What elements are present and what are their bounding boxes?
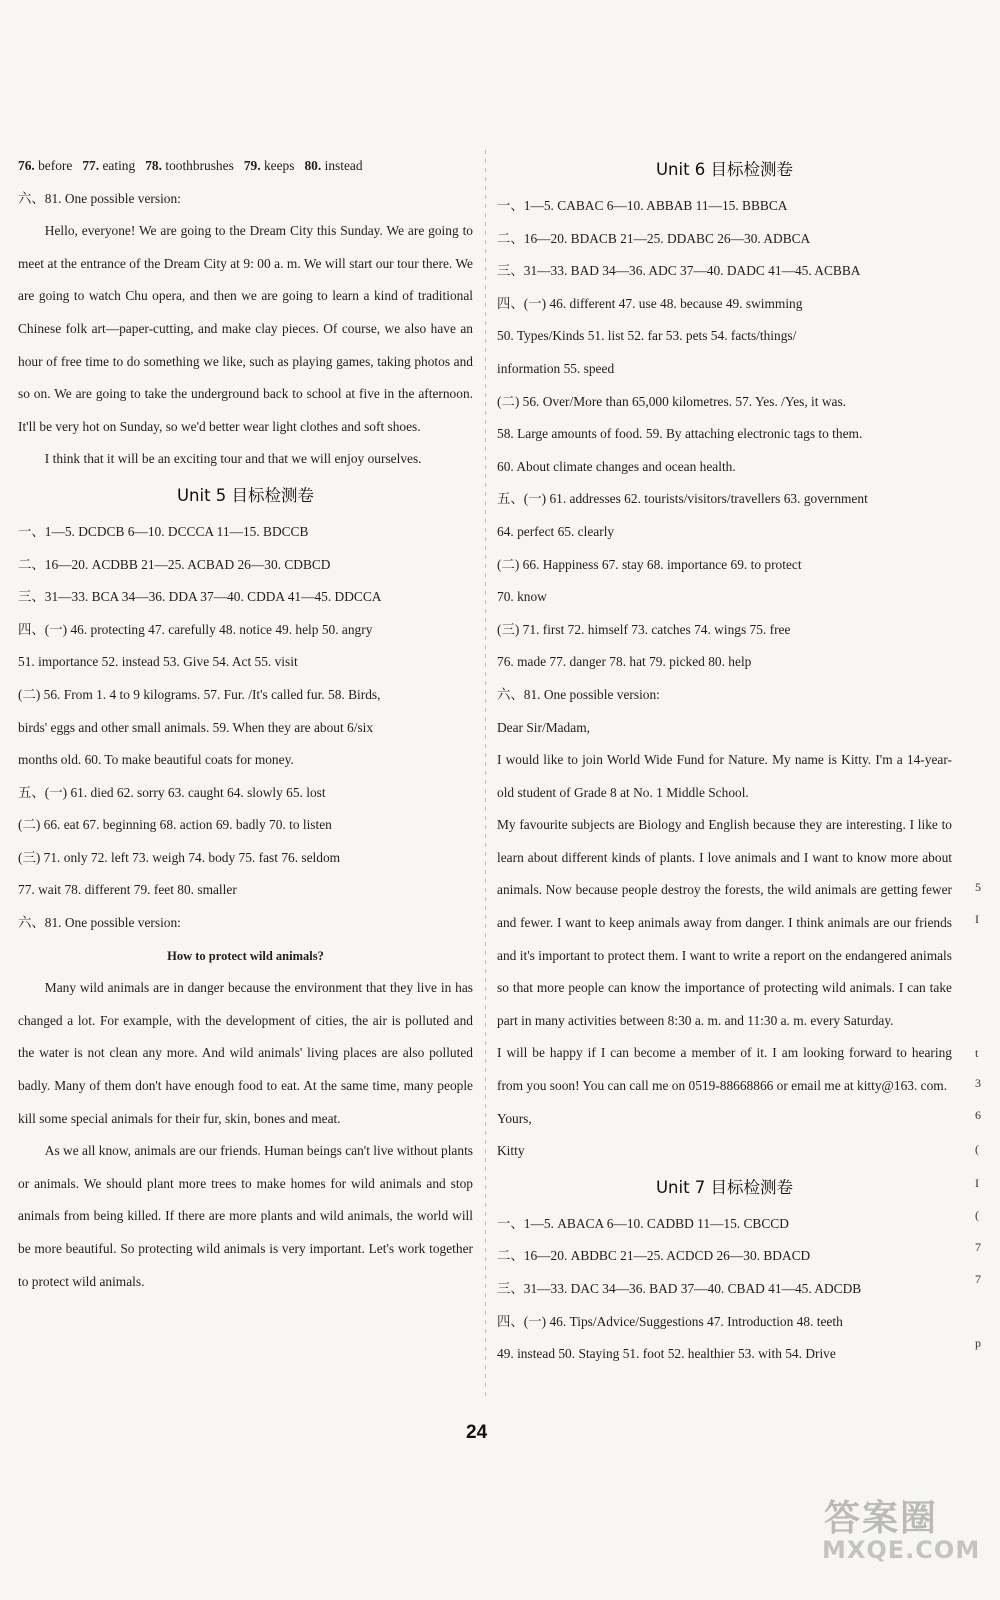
edge-char: t bbox=[975, 1046, 979, 1060]
page-number: 24 bbox=[466, 1422, 488, 1443]
answer-line: 四、(一) 46. protecting 47. carefully 48. notice 49. help 50. angry bbox=[18, 621, 373, 637]
answer-line: 76. made 77. danger 78. hat 79. picked 80. help bbox=[497, 654, 752, 670]
answer-line: 四、(一) 46. different 47. use 48. because 49. swimming bbox=[497, 295, 803, 311]
answer-line: 77. wait 78. different 79. feet 80. smaller bbox=[18, 882, 237, 898]
edge-char: 5 bbox=[975, 880, 981, 894]
answer-line: 58. Large amounts of food. 59. By attaching electronic tags to them. bbox=[497, 426, 863, 442]
answer-line: 二、16—20. ABDBC 21—25. ACDCD 26—30. BDACD bbox=[497, 1248, 811, 1264]
watermark-logo-text: 答案圈 bbox=[824, 1498, 939, 1539]
answer-line: birds' eggs and other small animals. 59. When they are about 6/six bbox=[18, 719, 374, 735]
answer-line: 三、31—33. BCA 34—36. DDA 37—40. CDDA 41—45. DDCCA bbox=[18, 589, 382, 605]
edge-char: I bbox=[975, 1176, 979, 1190]
edge-char: ( bbox=[975, 1208, 979, 1222]
answer-line: 50. Types/Kinds 51. list 52. far 53. pets 54. facts/things/ bbox=[497, 328, 797, 344]
answer-line: 60. About climate changes and ocean health. bbox=[497, 458, 736, 474]
edge-char: 6 bbox=[975, 1108, 981, 1122]
essay-paragraph: Hello, everyone! We are going to the Dream City this Sunday. We are going to meet at the entrance of the Dream City at 9: 00 a. m. We will start our tour there. We are going to watch Chu opera, and then we are going to learn a kind of traditional Chinese folk art—paper-cutting, and make clay pieces. Of course, we also have an hour of free time to do something we like, such as playing games, taking photos and so on. We are going to take the underground back to school at five in the afternoon. It'll be very hot on Sunday, so we'd better wear light clothes and soft shoes. bbox=[18, 223, 473, 434]
column-divider bbox=[485, 150, 486, 1400]
edge-char: 7 bbox=[975, 1240, 981, 1254]
watermark-site-text: MXQE.COM bbox=[822, 1536, 981, 1564]
letter-closing: Yours, bbox=[497, 1110, 532, 1126]
unit5-heading: Unit 5 目标检测卷 bbox=[176, 485, 315, 505]
answer-line: 76. before 77. eating 78. toothbrushes 79. keeps 80. instead bbox=[18, 158, 363, 173]
answer-line: 五、(一) 61. addresses 62. tourists/visitors/travellers 63. government bbox=[497, 491, 868, 507]
answer-line: 五、(一) 61. died 62. sorry 63. caught 64. slowly 65. lost bbox=[18, 784, 326, 800]
answer-line: 64. perfect 65. clearly bbox=[497, 523, 615, 539]
answer-line: (二) 56. Over/More than 65,000 kilometres. 57. Yes. /Yes, it was. bbox=[497, 393, 847, 409]
site-watermark bbox=[812, 1488, 981, 1588]
answer-line: 三、31—33. DAC 34—36. BAD 37—40. CBAD 41—45. ADCDB bbox=[497, 1281, 862, 1296]
answer-line: 一、1—5. DCDCB 6—10. DCCCA 11—15. BDCCB bbox=[18, 523, 309, 539]
edge-char: 3 bbox=[975, 1076, 981, 1090]
edge-char: p bbox=[975, 1336, 981, 1350]
answer-line: 51. importance 52. instead 53. Give 54. Act 55. visit bbox=[18, 654, 298, 670]
letter-signature: Kitty bbox=[497, 1143, 525, 1159]
left-column bbox=[18, 150, 473, 1298]
letter-paragraph: I will be happy if I can become a member of it. I am looking forward to hearing from you soon! You can call me on 0519-88668866 or email me at kitty@163. com. bbox=[497, 1045, 952, 1094]
letter-paragraph: My favourite subjects are Biology and English because they are interesting. I like to learn about different kinds of plants. I love animals and I want to know more about animals. Now because people destroy the forests, the wild animals are getting fewer and fewer. I want to keep animals away from danger. I think animals are our friends and it's important to protect them. I want to write a report on the endangered animals so that more people can know the importance of protecting wild animals. I can take part in many activities between 8:30 a. m. and 11:30 a. m. every Saturday. bbox=[497, 817, 952, 1028]
answer-line: 一、1—5. ABACA 6—10. CADBD 11—15. CBCCD bbox=[497, 1215, 789, 1231]
answer-line: 70. know bbox=[497, 589, 547, 605]
essay-head: 六、81. One possible version: bbox=[18, 190, 181, 206]
letter-greeting: Dear Sir/Madam, bbox=[497, 719, 590, 735]
letter-paragraph: I would like to join World Wide Fund for Nature. My name is Kitty. I'm a 14-year-old student of Grade 8 at No. 1 Middle School. bbox=[497, 752, 952, 800]
answer-line: 三、31—33. BAD 34—36. ADC 37—40. DADC 41—45. ACBBA bbox=[497, 263, 861, 279]
edge-char: 7 bbox=[975, 1272, 981, 1286]
essay-paragraph: Many wild animals are in danger because the environment that they live in has changed a lot. For example, with the development of cities, the air is polluted and the water is not clean any more. And wild animals' living places are also polluted badly. Many of them don't have enough food to eat. At the same time, many people kill some special animals for their fur, skin, bones and meat. bbox=[18, 980, 473, 1126]
edge-char: ( bbox=[975, 1142, 979, 1156]
answer-line: (二) 66. eat 67. beginning 68. action 69. badly 70. to listen bbox=[18, 817, 332, 833]
right-column bbox=[497, 150, 952, 1371]
answer-line: 六、81. One possible version: bbox=[497, 686, 660, 702]
essay-paragraph: As we all know, animals are our friends. Human beings can't live without plants or animals. We should plant more trees to make homes for wild animals and stop animals from being killed. If there are more plants and wild animals, the world will be more beautiful. So protecting wild animals is very important. Let's work together to protect wild animals. bbox=[18, 1143, 473, 1289]
answer-line: (三) 71. only 72. left 73. weigh 74. body 75. fast 76. seldom bbox=[18, 849, 341, 865]
answer-line: information 55. speed bbox=[497, 360, 615, 376]
answer-line: 四、(一) 46. Tips/Advice/Suggestions 47. Introduction 48. teeth bbox=[497, 1313, 843, 1329]
answer-line: (三) 71. first 72. himself 73. catches 74. wings 75. free bbox=[497, 621, 791, 637]
unit6-heading: Unit 6 目标检测卷 bbox=[655, 160, 794, 179]
answer-line: 六、81. One possible version: bbox=[18, 915, 181, 931]
unit7-heading: Unit 7 目标检测卷 bbox=[655, 1177, 794, 1197]
answer-line: (二) 56. From 1. 4 to 9 kilograms. 57. Fur. /It's called fur. 58. Birds, bbox=[18, 686, 381, 702]
answer-line: (二) 66. Happiness 67. stay 68. importance 69. to protect bbox=[497, 556, 802, 572]
essay-paragraph: I think that it will be an exciting tour and that we will enjoy ourselves. bbox=[44, 451, 422, 467]
answer-line: months old. 60. To make beautiful coats for money. bbox=[18, 752, 294, 768]
answer-line: 二、16—20. BDACB 21—25. DDABC 26—30. ADBCA bbox=[497, 230, 811, 246]
answer-line: 一、1—5. CABAC 6—10. ABBAB 11—15. BBBCA bbox=[497, 198, 788, 213]
answer-line: 二、16—20. ACDBB 21—25. ACBAD 26—30. CDBCD bbox=[18, 556, 331, 572]
edge-char: I bbox=[975, 912, 979, 926]
essay-title: How to protect wild animals? bbox=[167, 948, 324, 963]
answer-line: 49. instead 50. Staying 51. foot 52. healthier 53. with 54. Drive bbox=[497, 1346, 836, 1362]
